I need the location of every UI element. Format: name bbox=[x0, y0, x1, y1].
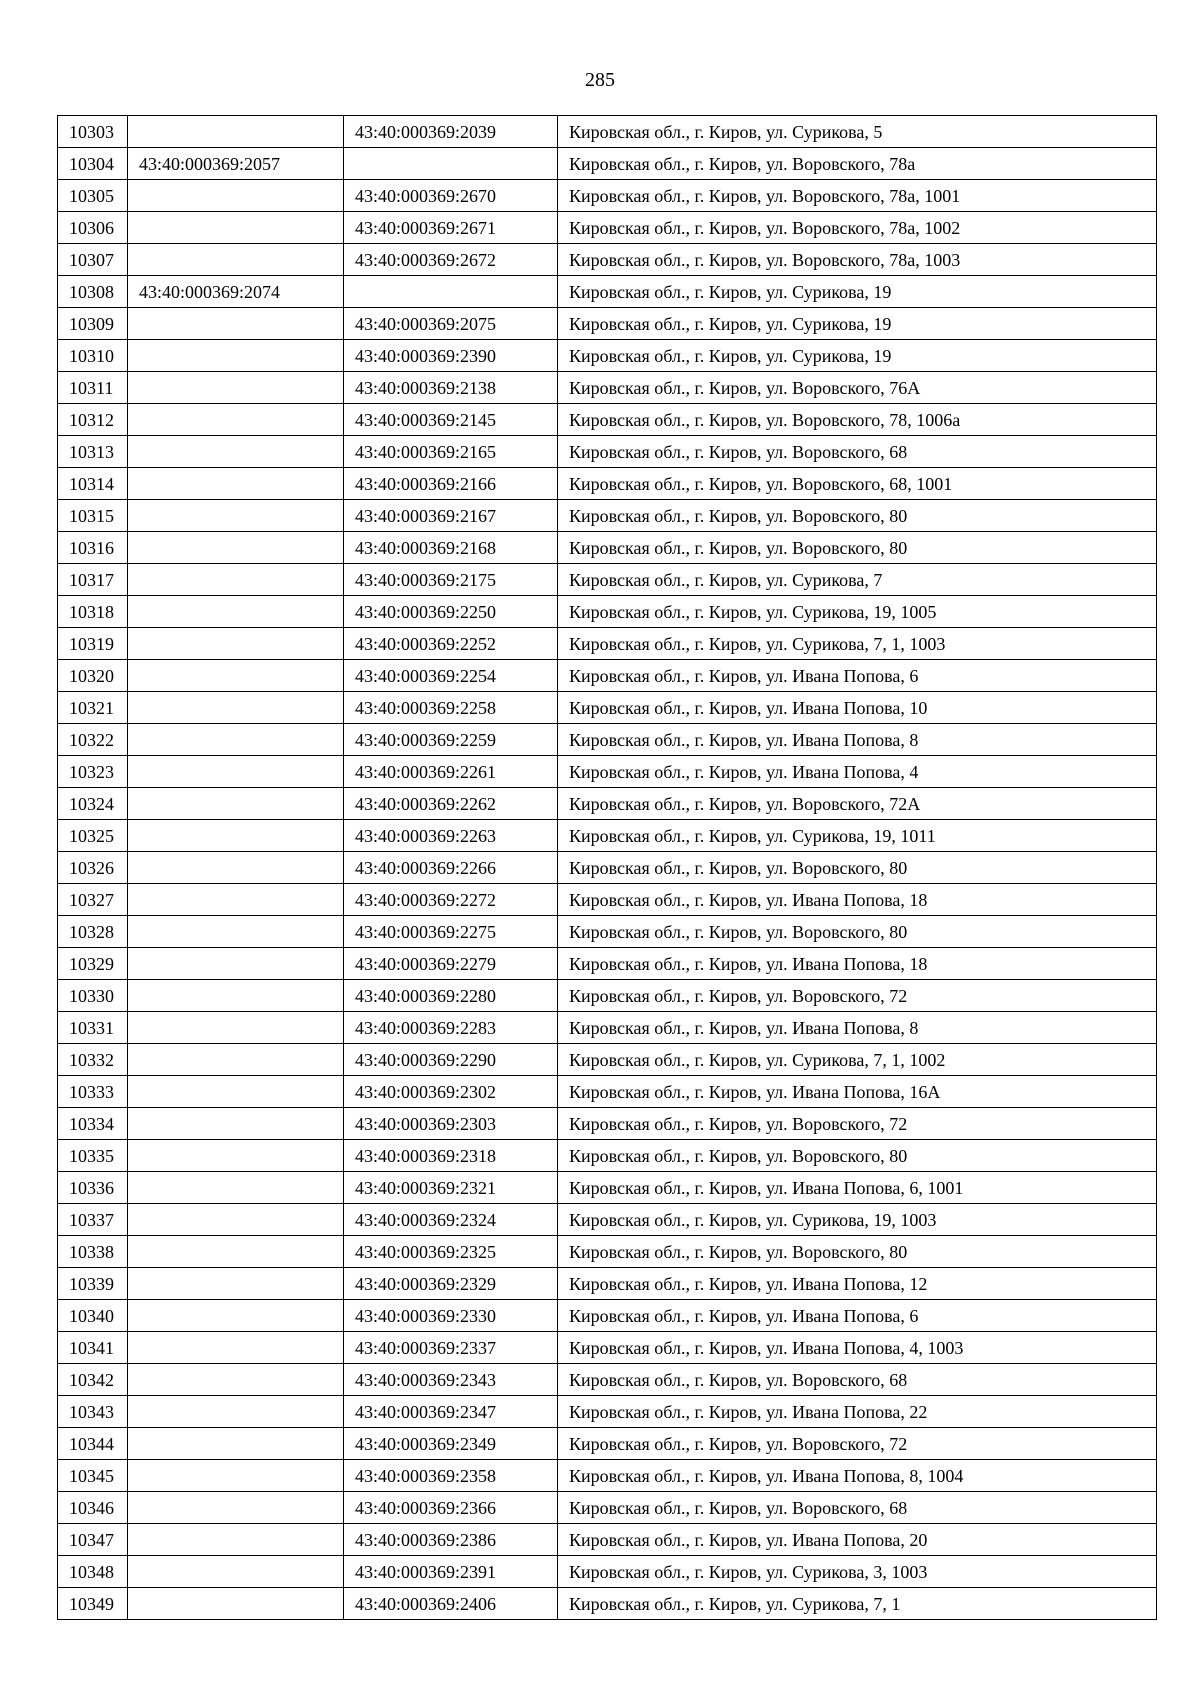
address-cell: Кировская обл., г. Киров, ул. Ивана Попова, 18 bbox=[558, 884, 1157, 916]
row-number-cell: 10320 bbox=[58, 660, 128, 692]
address-cell: Кировская обл., г. Киров, ул. Сурикова, 19 bbox=[558, 276, 1157, 308]
land-plot-number-cell bbox=[128, 436, 344, 468]
building-number-cell: 43:40:000369:2075 bbox=[344, 308, 558, 340]
table-row bbox=[58, 1492, 1157, 1524]
land-plot-number-cell bbox=[128, 1268, 344, 1300]
address-cell: Кировская обл., г. Киров, ул. Сурикова, 19 bbox=[558, 308, 1157, 340]
table-row bbox=[58, 1172, 1157, 1204]
land-plot-number-cell bbox=[128, 1588, 344, 1620]
building-number-cell: 43:40:000369:2175 bbox=[344, 564, 558, 596]
row-number-cell: 10307 bbox=[58, 244, 128, 276]
table-row bbox=[58, 436, 1157, 468]
building-number-cell: 43:40:000369:2386 bbox=[344, 1524, 558, 1556]
building-number-cell: 43:40:000369:2321 bbox=[344, 1172, 558, 1204]
building-number-cell: 43:40:000369:2283 bbox=[344, 1012, 558, 1044]
building-number-cell: 43:40:000369:2250 bbox=[344, 596, 558, 628]
address-cell: Кировская обл., г. Киров, ул. Ивана Попова, 18 bbox=[558, 948, 1157, 980]
row-number-cell: 10317 bbox=[58, 564, 128, 596]
row-number-cell: 10322 bbox=[58, 724, 128, 756]
building-number-cell: 43:40:000369:2330 bbox=[344, 1300, 558, 1332]
address-cell: Кировская обл., г. Киров, ул. Ивана Попова, 4, 1003 bbox=[558, 1332, 1157, 1364]
building-number-cell: 43:40:000369:2165 bbox=[344, 436, 558, 468]
address-cell: Кировская обл., г. Киров, ул. Воровского, 78, 1006а bbox=[558, 404, 1157, 436]
row-number-cell: 10341 bbox=[58, 1332, 128, 1364]
row-number-cell: 10315 bbox=[58, 500, 128, 532]
land-plot-number-cell bbox=[128, 1428, 344, 1460]
table-row bbox=[58, 1268, 1157, 1300]
row-number-cell: 10342 bbox=[58, 1364, 128, 1396]
building-number-cell: 43:40:000369:2343 bbox=[344, 1364, 558, 1396]
table-row bbox=[58, 404, 1157, 436]
land-plot-number-cell bbox=[128, 1236, 344, 1268]
building-number-cell: 43:40:000369:2266 bbox=[344, 852, 558, 884]
row-number-cell: 10308 bbox=[58, 276, 128, 308]
land-plot-number-cell bbox=[128, 340, 344, 372]
row-number-cell: 10311 bbox=[58, 372, 128, 404]
row-number-cell: 10345 bbox=[58, 1460, 128, 1492]
row-number-cell: 10323 bbox=[58, 756, 128, 788]
table-row bbox=[58, 308, 1157, 340]
row-number-cell: 10331 bbox=[58, 1012, 128, 1044]
address-cell: Кировская обл., г. Киров, ул. Воровского, 72А bbox=[558, 788, 1157, 820]
land-plot-number-cell bbox=[128, 852, 344, 884]
cadastral-table bbox=[57, 115, 1157, 1620]
building-number-cell: 43:40:000369:2329 bbox=[344, 1268, 558, 1300]
table-row bbox=[58, 372, 1157, 404]
row-number-cell: 10325 bbox=[58, 820, 128, 852]
table-row bbox=[58, 1300, 1157, 1332]
table-row bbox=[58, 628, 1157, 660]
row-number-cell: 10319 bbox=[58, 628, 128, 660]
building-number-cell: 43:40:000369:2347 bbox=[344, 1396, 558, 1428]
land-plot-number-cell bbox=[128, 1332, 344, 1364]
row-number-cell: 10343 bbox=[58, 1396, 128, 1428]
table-row bbox=[58, 660, 1157, 692]
row-number-cell: 10340 bbox=[58, 1300, 128, 1332]
address-cell: Кировская обл., г. Киров, ул. Воровского, 78а bbox=[558, 148, 1157, 180]
row-number-cell: 10304 bbox=[58, 148, 128, 180]
address-cell: Кировская обл., г. Киров, ул. Сурикова, 7, 1 bbox=[558, 1588, 1157, 1620]
table-row bbox=[58, 1012, 1157, 1044]
building-number-cell: 43:40:000369:2390 bbox=[344, 340, 558, 372]
land-plot-number-cell bbox=[128, 1012, 344, 1044]
land-plot-number-cell bbox=[128, 756, 344, 788]
row-number-cell: 10303 bbox=[58, 116, 128, 148]
address-cell: Кировская обл., г. Киров, ул. Ивана Попова, 6 bbox=[558, 660, 1157, 692]
address-cell: Кировская обл., г. Киров, ул. Ивана Попова, 6, 1001 bbox=[558, 1172, 1157, 1204]
address-cell: Кировская обл., г. Киров, ул. Ивана Попова, 20 bbox=[558, 1524, 1157, 1556]
row-number-cell: 10346 bbox=[58, 1492, 128, 1524]
building-number-cell: 43:40:000369:2272 bbox=[344, 884, 558, 916]
table-row bbox=[58, 1460, 1157, 1492]
table-row bbox=[58, 1140, 1157, 1172]
address-cell: Кировская обл., г. Киров, ул. Ивана Попова, 8, 1004 bbox=[558, 1460, 1157, 1492]
table-row bbox=[58, 788, 1157, 820]
row-number-cell: 10324 bbox=[58, 788, 128, 820]
row-number-cell: 10337 bbox=[58, 1204, 128, 1236]
building-number-cell: 43:40:000369:2672 bbox=[344, 244, 558, 276]
land-plot-number-cell bbox=[128, 308, 344, 340]
address-cell: Кировская обл., г. Киров, ул. Воровского, 80 bbox=[558, 852, 1157, 884]
building-number-cell: 43:40:000369:2290 bbox=[344, 1044, 558, 1076]
row-number-cell: 10309 bbox=[58, 308, 128, 340]
table-row bbox=[58, 1332, 1157, 1364]
row-number-cell: 10349 bbox=[58, 1588, 128, 1620]
row-number-cell: 10335 bbox=[58, 1140, 128, 1172]
row-number-cell: 10321 bbox=[58, 692, 128, 724]
row-number-cell: 10330 bbox=[58, 980, 128, 1012]
building-number-cell: 43:40:000369:2261 bbox=[344, 756, 558, 788]
address-cell: Кировская обл., г. Киров, ул. Воровского, 80 bbox=[558, 532, 1157, 564]
building-number-cell: 43:40:000369:2303 bbox=[344, 1108, 558, 1140]
land-plot-number-cell bbox=[128, 660, 344, 692]
building-number-cell: 43:40:000369:2337 bbox=[344, 1332, 558, 1364]
address-cell: Кировская обл., г. Киров, ул. Воровского, 80 bbox=[558, 1236, 1157, 1268]
land-plot-number-cell bbox=[128, 1172, 344, 1204]
row-number-cell: 10310 bbox=[58, 340, 128, 372]
table-row bbox=[58, 724, 1157, 756]
building-number-cell: 43:40:000369:2325 bbox=[344, 1236, 558, 1268]
table-row bbox=[58, 1396, 1157, 1428]
address-cell: Кировская обл., г. Киров, ул. Воровского, 76А bbox=[558, 372, 1157, 404]
table-row bbox=[58, 212, 1157, 244]
building-number-cell: 43:40:000369:2406 bbox=[344, 1588, 558, 1620]
row-number-cell: 10339 bbox=[58, 1268, 128, 1300]
row-number-cell: 10336 bbox=[58, 1172, 128, 1204]
land-plot-number-cell bbox=[128, 244, 344, 276]
table-row bbox=[58, 852, 1157, 884]
address-cell: Кировская обл., г. Киров, ул. Воровского, 78а, 1001 bbox=[558, 180, 1157, 212]
row-number-cell: 10318 bbox=[58, 596, 128, 628]
table-row bbox=[58, 532, 1157, 564]
row-number-cell: 10333 bbox=[58, 1076, 128, 1108]
row-number-cell: 10332 bbox=[58, 1044, 128, 1076]
address-cell: Кировская обл., г. Киров, ул. Воровского, 68 bbox=[558, 1364, 1157, 1396]
land-plot-number-cell bbox=[128, 1044, 344, 1076]
address-cell: Кировская обл., г. Киров, ул. Ивана Попова, 8 bbox=[558, 1012, 1157, 1044]
building-number-cell: 43:40:000369:2391 bbox=[344, 1556, 558, 1588]
address-cell: Кировская обл., г. Киров, ул. Сурикова, 3, 1003 bbox=[558, 1556, 1157, 1588]
row-number-cell: 10327 bbox=[58, 884, 128, 916]
land-plot-number-cell bbox=[128, 596, 344, 628]
row-number-cell: 10316 bbox=[58, 532, 128, 564]
land-plot-number-cell bbox=[128, 1108, 344, 1140]
building-number-cell bbox=[344, 148, 558, 180]
address-cell: Кировская обл., г. Киров, ул. Воровского, 68, 1001 bbox=[558, 468, 1157, 500]
address-cell: Кировская обл., г. Киров, ул. Ивана Попова, 4 bbox=[558, 756, 1157, 788]
address-cell: Кировская обл., г. Киров, ул. Ивана Попова, 6 bbox=[558, 1300, 1157, 1332]
table-row bbox=[58, 692, 1157, 724]
land-plot-number-cell bbox=[128, 916, 344, 948]
address-cell: Кировская обл., г. Киров, ул. Сурикова, 19 bbox=[558, 340, 1157, 372]
land-plot-number-cell bbox=[128, 788, 344, 820]
land-plot-number-cell bbox=[128, 1204, 344, 1236]
building-number-cell: 43:40:000369:2318 bbox=[344, 1140, 558, 1172]
building-number-cell: 43:40:000369:2275 bbox=[344, 916, 558, 948]
address-cell: Кировская обл., г. Киров, ул. Сурикова, 19, 1011 bbox=[558, 820, 1157, 852]
address-cell: Кировская обл., г. Киров, ул. Воровского, 72 bbox=[558, 980, 1157, 1012]
building-number-cell: 43:40:000369:2252 bbox=[344, 628, 558, 660]
land-plot-number-cell bbox=[128, 980, 344, 1012]
land-plot-number-cell bbox=[128, 1140, 344, 1172]
land-plot-number-cell bbox=[128, 1556, 344, 1588]
table-row bbox=[58, 1556, 1157, 1588]
address-cell: Кировская обл., г. Киров, ул. Ивана Попова, 22 bbox=[558, 1396, 1157, 1428]
building-number-cell: 43:40:000369:2358 bbox=[344, 1460, 558, 1492]
building-number-cell: 43:40:000369:2259 bbox=[344, 724, 558, 756]
land-plot-number-cell bbox=[128, 692, 344, 724]
address-cell: Кировская обл., г. Киров, ул. Сурикова, 7, 1, 1003 bbox=[558, 628, 1157, 660]
land-plot-number-cell bbox=[128, 628, 344, 660]
table-row bbox=[58, 1524, 1157, 1556]
row-number-cell: 10305 bbox=[58, 180, 128, 212]
building-number-cell: 43:40:000369:2670 bbox=[344, 180, 558, 212]
building-number-cell: 43:40:000369:2280 bbox=[344, 980, 558, 1012]
row-number-cell: 10334 bbox=[58, 1108, 128, 1140]
table-row bbox=[58, 820, 1157, 852]
building-number-cell: 43:40:000369:2671 bbox=[344, 212, 558, 244]
page-number: 285 bbox=[585, 69, 615, 91]
table-body bbox=[58, 116, 1157, 1620]
table-row bbox=[58, 916, 1157, 948]
row-number-cell: 10338 bbox=[58, 1236, 128, 1268]
table-row bbox=[58, 276, 1157, 308]
land-plot-number-cell bbox=[128, 948, 344, 980]
address-cell: Кировская обл., г. Киров, ул. Воровского, 78а, 1003 bbox=[558, 244, 1157, 276]
row-number-cell: 10312 bbox=[58, 404, 128, 436]
table-row bbox=[58, 1364, 1157, 1396]
land-plot-number-cell bbox=[128, 1300, 344, 1332]
table-row bbox=[58, 468, 1157, 500]
address-cell: Кировская обл., г. Киров, ул. Ивана Попова, 8 bbox=[558, 724, 1157, 756]
table-row bbox=[58, 180, 1157, 212]
building-number-cell: 43:40:000369:2138 bbox=[344, 372, 558, 404]
row-number-cell: 10348 bbox=[58, 1556, 128, 1588]
table-row bbox=[58, 756, 1157, 788]
land-plot-number-cell bbox=[128, 724, 344, 756]
table-row bbox=[58, 116, 1157, 148]
building-number-cell: 43:40:000369:2262 bbox=[344, 788, 558, 820]
building-number-cell: 43:40:000369:2302 bbox=[344, 1076, 558, 1108]
address-cell: Кировская обл., г. Киров, ул. Сурикова, 7, 1, 1002 bbox=[558, 1044, 1157, 1076]
address-cell: Кировская обл., г. Киров, ул. Воровского, 80 bbox=[558, 916, 1157, 948]
table-row bbox=[58, 1108, 1157, 1140]
land-plot-number-cell bbox=[128, 404, 344, 436]
table-row bbox=[58, 980, 1157, 1012]
address-cell: Кировская обл., г. Киров, ул. Воровского, 80 bbox=[558, 500, 1157, 532]
row-number-cell: 10347 bbox=[58, 1524, 128, 1556]
row-number-cell: 10329 bbox=[58, 948, 128, 980]
table-row bbox=[58, 244, 1157, 276]
table-row bbox=[58, 1588, 1157, 1620]
address-cell: Кировская обл., г. Киров, ул. Ивана Попова, 16А bbox=[558, 1076, 1157, 1108]
land-plot-number-cell bbox=[128, 1524, 344, 1556]
land-plot-number-cell: 43:40:000369:2074 bbox=[128, 276, 344, 308]
row-number-cell: 10306 bbox=[58, 212, 128, 244]
row-number-cell: 10326 bbox=[58, 852, 128, 884]
land-plot-number-cell bbox=[128, 468, 344, 500]
land-plot-number-cell bbox=[128, 1364, 344, 1396]
land-plot-number-cell bbox=[128, 1492, 344, 1524]
table-row bbox=[58, 1428, 1157, 1460]
row-number-cell: 10344 bbox=[58, 1428, 128, 1460]
table-row bbox=[58, 148, 1157, 180]
building-number-cell: 43:40:000369:2166 bbox=[344, 468, 558, 500]
table-row bbox=[58, 500, 1157, 532]
building-number-cell: 43:40:000369:2263 bbox=[344, 820, 558, 852]
land-plot-number-cell bbox=[128, 372, 344, 404]
land-plot-number-cell bbox=[128, 500, 344, 532]
address-cell: Кировская обл., г. Киров, ул. Сурикова, 5 bbox=[558, 116, 1157, 148]
table-row bbox=[58, 948, 1157, 980]
building-number-cell: 43:40:000369:2168 bbox=[344, 532, 558, 564]
address-cell: Кировская обл., г. Киров, ул. Воровского, 78а, 1002 bbox=[558, 212, 1157, 244]
table-row bbox=[58, 1236, 1157, 1268]
table-row bbox=[58, 596, 1157, 628]
address-cell: Кировская обл., г. Киров, ул. Сурикова, 19, 1005 bbox=[558, 596, 1157, 628]
building-number-cell: 43:40:000369:2145 bbox=[344, 404, 558, 436]
land-plot-number-cell bbox=[128, 1460, 344, 1492]
building-number-cell: 43:40:000369:2167 bbox=[344, 500, 558, 532]
land-plot-number-cell bbox=[128, 180, 344, 212]
row-number-cell: 10313 bbox=[58, 436, 128, 468]
land-plot-number-cell bbox=[128, 884, 344, 916]
building-number-cell: 43:40:000369:2039 bbox=[344, 116, 558, 148]
land-plot-number-cell bbox=[128, 212, 344, 244]
address-cell: Кировская обл., г. Киров, ул. Воровского, 68 bbox=[558, 436, 1157, 468]
table-row bbox=[58, 1044, 1157, 1076]
land-plot-number-cell bbox=[128, 116, 344, 148]
address-cell: Кировская обл., г. Киров, ул. Воровского, 72 bbox=[558, 1428, 1157, 1460]
row-number-cell: 10314 bbox=[58, 468, 128, 500]
address-cell: Кировская обл., г. Киров, ул. Воровского, 68 bbox=[558, 1492, 1157, 1524]
table-row bbox=[58, 564, 1157, 596]
land-plot-number-cell: 43:40:000369:2057 bbox=[128, 148, 344, 180]
row-number-cell: 10328 bbox=[58, 916, 128, 948]
table-row bbox=[58, 1204, 1157, 1236]
building-number-cell: 43:40:000369:2324 bbox=[344, 1204, 558, 1236]
address-cell: Кировская обл., г. Киров, ул. Воровского, 80 bbox=[558, 1140, 1157, 1172]
land-plot-number-cell bbox=[128, 1076, 344, 1108]
table-row bbox=[58, 1076, 1157, 1108]
address-cell: Кировская обл., г. Киров, ул. Сурикова, 7 bbox=[558, 564, 1157, 596]
building-number-cell: 43:40:000369:2349 bbox=[344, 1428, 558, 1460]
address-cell: Кировская обл., г. Киров, ул. Сурикова, 19, 1003 bbox=[558, 1204, 1157, 1236]
building-number-cell: 43:40:000369:2279 bbox=[344, 948, 558, 980]
address-cell: Кировская обл., г. Киров, ул. Ивана Попова, 10 bbox=[558, 692, 1157, 724]
land-plot-number-cell bbox=[128, 1396, 344, 1428]
land-plot-number-cell bbox=[128, 532, 344, 564]
building-number-cell: 43:40:000369:2258 bbox=[344, 692, 558, 724]
address-cell: Кировская обл., г. Киров, ул. Воровского, 72 bbox=[558, 1108, 1157, 1140]
building-number-cell: 43:40:000369:2254 bbox=[344, 660, 558, 692]
table-row bbox=[58, 884, 1157, 916]
building-number-cell: 43:40:000369:2366 bbox=[344, 1492, 558, 1524]
table-row bbox=[58, 340, 1157, 372]
land-plot-number-cell bbox=[128, 820, 344, 852]
address-cell: Кировская обл., г. Киров, ул. Ивана Попова, 12 bbox=[558, 1268, 1157, 1300]
land-plot-number-cell bbox=[128, 564, 344, 596]
building-number-cell bbox=[344, 276, 558, 308]
